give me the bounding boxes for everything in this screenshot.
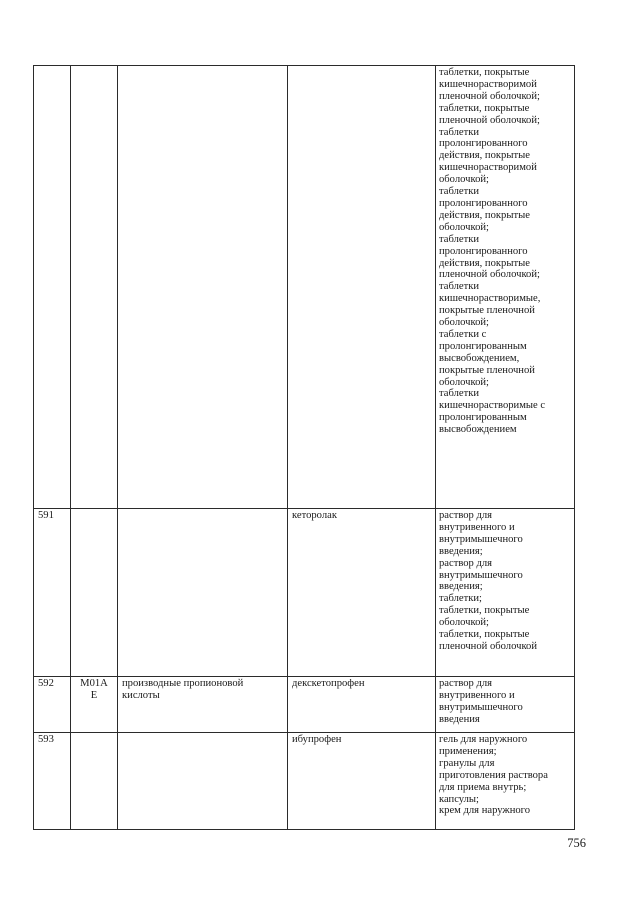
pharmacological-group — [118, 509, 288, 677]
drug-registry-table — [33, 65, 575, 830]
pharmacological-group — [118, 66, 288, 509]
dosage-forms: гель для наружного применения; гранулы для приготовления раствора для приема внутрь; капсулы; крем для наружного — [436, 733, 575, 830]
atc-code — [71, 509, 118, 677]
row-number: 592 — [34, 677, 71, 733]
drug-name: кеторолак — [288, 509, 436, 677]
row-number: 593 — [34, 733, 71, 830]
drug-name: декскетопрофен — [288, 677, 436, 733]
row-number — [34, 66, 71, 509]
drug-name — [288, 66, 436, 509]
table-row — [34, 733, 575, 830]
atc-code — [71, 733, 118, 830]
table-row — [34, 66, 575, 509]
table-row — [34, 677, 575, 733]
pharmacological-group: производные пропионовой кислоты — [118, 677, 288, 733]
dosage-forms: раствор для внутривенного и внутримышечного введения — [436, 677, 575, 733]
page-number: 756 — [567, 836, 586, 850]
atc-code: M01A E — [71, 677, 118, 733]
dosage-forms: раствор для внутривенного и внутримышечного введения; раствор для внутримышечного введения; таблетки; таблетки, покрытые оболочкой; таблетки, покрытые пленочной оболочкой — [436, 509, 575, 677]
drug-name: ибупрофен — [288, 733, 436, 830]
row-number: 591 — [34, 509, 71, 677]
atc-code — [71, 66, 118, 509]
table-row — [34, 509, 575, 677]
dosage-forms: таблетки, покрытые кишечнорастворимой пленочной оболочкой; таблетки, покрытые пленочной оболочкой; таблетки пролонгированного действия, покрытые кишечнорастворимой оболочкой; таблетки пролонгированного действия, покрытые оболочкой; таблетки пролонгированного действия, покрытые пленочной оболочкой; таблетки кишечнорастворимые, покрытые пленочной оболочкой; таблетки с пролонгированным высвобождением, покрытые пленочной оболочкой; таблетки кишечнорастворимые с пролонгированным высвобождением — [436, 66, 575, 509]
pharmacological-group — [118, 733, 288, 830]
